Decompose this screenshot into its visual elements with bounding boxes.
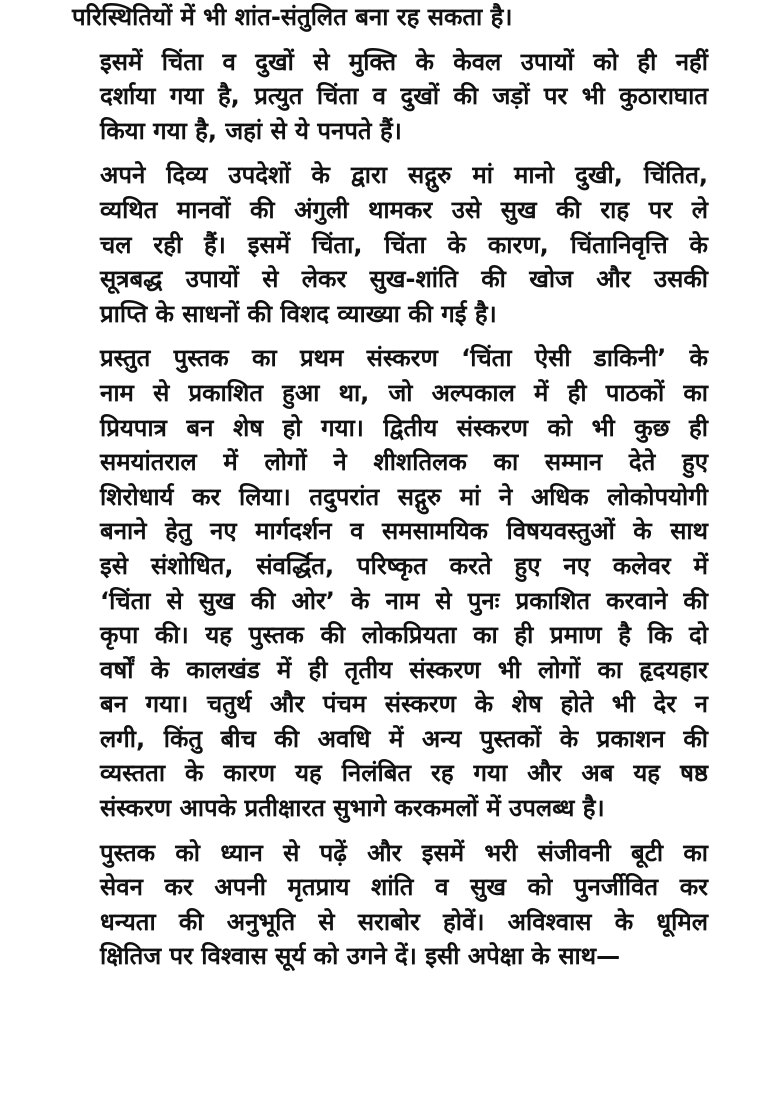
text-line: वर्षों के कालखंड में ही तृतीय संस्करण भी लोगों का हृदयहार: [100, 655, 708, 684]
paragraph-edition-history: [72, 341, 708, 825]
text-line: धन्यता की अनुभूति से सराबोर होवें। अविश्वास के धूमिल: [100, 907, 708, 936]
text-line: संस्करण आपके प्रतीक्षारत सुभागे करकमलों में उपलब्ध है।: [100, 794, 605, 823]
text-line: प्राप्ति के साधनों की विशद व्याख्या की गई है।: [100, 299, 497, 328]
text-line: व्यथित मानवों की अंगुली थामकर उसे सुख की राह पर ले: [100, 195, 708, 224]
text-line: पुस्तक को ध्यान से पढ़ें और इसमें भरी संजीवनी बूटी का: [100, 838, 708, 867]
text-line: दर्शाया गया है, प्रत्युत चिंता व दुखों की जड़ों पर भी कुठाराघात: [100, 82, 708, 111]
text-line: नाम से प्रकाशित हुआ था, जो अल्पकाल में ही पाठकों का: [100, 378, 708, 407]
text-line: ‘चिंता से सुख की ओर’ के नाम से पुनः प्रकाशित करवाने की: [100, 586, 708, 615]
text-line: सूत्रबद्ध उपायों से लेकर सुख-शांति की खोज और उसकी: [100, 265, 708, 294]
text-line: बनाने हेतु नए मार्गदर्शन व समसामयिक विषयवस्तुओं के साथ: [100, 517, 708, 546]
text-line: लगी, किंतु बीच की अवधि में अन्य पुस्तकों के प्रकाशन की: [100, 724, 708, 753]
text-line: कृपा की। यह पुस्तक की लोकप्रियता का ही प्रमाण है कि दो: [100, 621, 708, 650]
text-line: प्रस्तुत पुस्तक का प्रथम संस्करण ‘चिंता ऐसी डाकिनी’ के: [100, 344, 708, 373]
text-line: अपने दिव्य उपदेशों के द्वारा सद्गुरु मां मानो दुखी, चिंतित,: [100, 161, 708, 190]
text-line: क्षितिज पर विश्वास सूर्य को उगने दें। इसी अपेक्षा के साथ—: [100, 942, 621, 971]
text-line: इसे संशोधित, संवर्द्धित, परिष्कृत करते हुए नए कलेवर में: [100, 551, 708, 580]
text-line: परिस्थितियों में भी शांत-संतुलित बना रह सकता है।: [72, 3, 513, 31]
text-line: बन गया। चतुर्थ और पंचम संस्करण के शेष होते भी देर न: [100, 690, 708, 719]
book-page: [72, 0, 708, 984]
paragraph-read-carefully: [72, 836, 708, 974]
paragraph-divine-teachings: [72, 158, 708, 331]
text-line: व्यस्तता के कारण यह निलंबित रह गया और अब यह षष्ठ: [100, 759, 708, 788]
text-line: किया गया है, जहां से ये पनपते हैं।: [100, 116, 402, 145]
text-line: शिरोधार्य कर लिया। तदुपरांत सद्गुरु मां ने अधिक लोकोपयोगी: [100, 482, 708, 511]
text-line: प्रियपात्र बन शेष हो गया। द्वितीय संस्करण को भी कुछ ही: [100, 413, 708, 442]
paragraph-worry-remedies: [72, 45, 708, 149]
text-line: चल रही हैं। इसमें चिंता, चिंता के कारण, चिंतानिवृत्ति के: [100, 230, 708, 259]
text-line: इसमें चिंता व दुखों से मुक्ति के केवल उपायों को ही नहीं: [100, 47, 708, 76]
text-line: सेवन कर अपनी मृतप्राय शांति व सुख को पुनर्जीवित कर: [100, 873, 708, 902]
paragraph-continuation: [72, 0, 708, 35]
text-line: समयांतराल में लोगों ने शीशतिलक का सम्मान देते हुए: [100, 448, 708, 477]
